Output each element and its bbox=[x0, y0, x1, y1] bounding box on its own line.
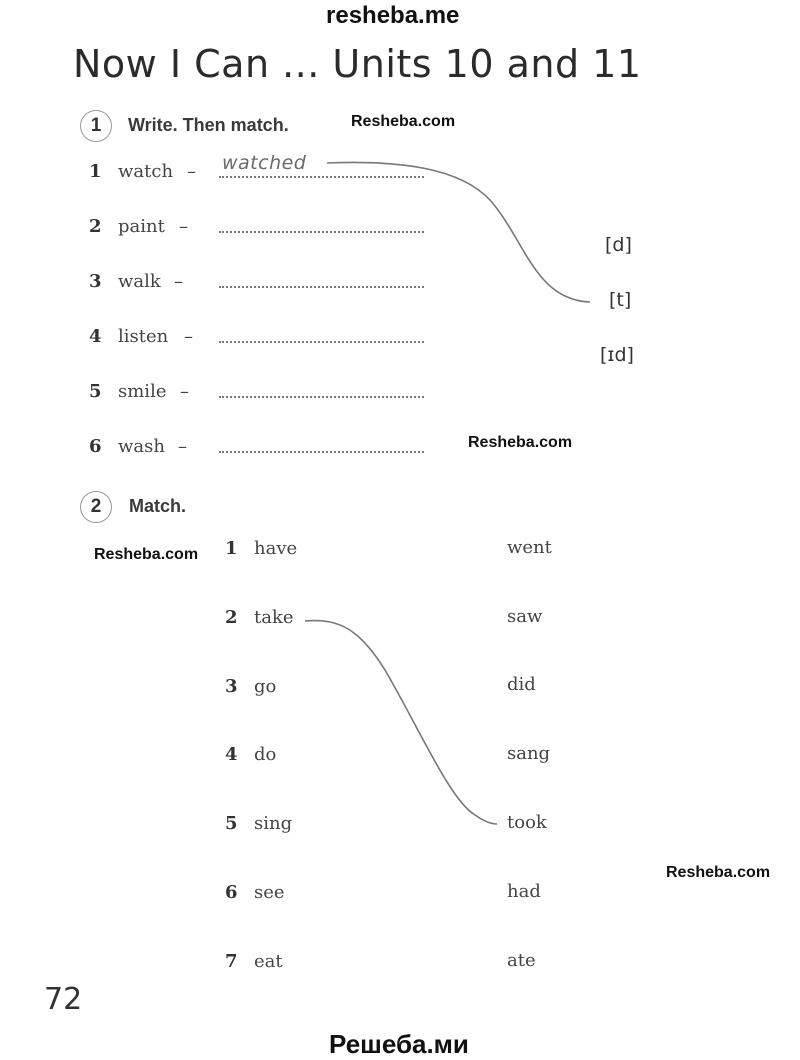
page-title: Now I Can ... Units 10 and 11 bbox=[73, 42, 642, 86]
ex2-right-word[interactable]: ate bbox=[507, 950, 536, 971]
ex2-left-word[interactable]: see bbox=[254, 882, 285, 903]
exercise-1-instruction: Write. Then match. bbox=[128, 115, 289, 135]
ex2-left-word[interactable]: go bbox=[254, 676, 277, 697]
ex1-item-dash: – bbox=[184, 326, 193, 347]
ex1-answer-line[interactable] bbox=[219, 451, 424, 453]
ex1-answer-line[interactable] bbox=[219, 231, 424, 233]
sound-option-d[interactable]: [d] bbox=[605, 234, 632, 256]
ex2-left-number: 6 bbox=[225, 882, 238, 903]
sound-option-t[interactable]: [t] bbox=[609, 289, 632, 311]
ex1-answer-line[interactable] bbox=[219, 286, 424, 288]
exercise-1-number: 1 bbox=[80, 110, 112, 142]
watermark-stamp: Resheba.com bbox=[468, 434, 573, 451]
ex1-item-dash: – bbox=[187, 161, 196, 182]
ex1-item-number: 3 bbox=[89, 271, 102, 292]
ex1-item-number: 6 bbox=[89, 436, 102, 457]
ex1-answer-line[interactable] bbox=[219, 396, 424, 398]
ex2-left-number: 4 bbox=[225, 744, 238, 765]
ex1-item-number: 1 bbox=[89, 161, 102, 182]
ex2-left-word[interactable]: sing bbox=[254, 813, 293, 834]
ex1-item-word: watch bbox=[118, 161, 174, 182]
ex2-left-number: 3 bbox=[225, 676, 238, 697]
ex1-item-dash: – bbox=[174, 271, 183, 292]
sound-option-id[interactable]: [ɪd] bbox=[600, 344, 634, 366]
ex1-answer-line[interactable] bbox=[219, 176, 424, 178]
ex2-left-word[interactable]: do bbox=[254, 744, 277, 765]
watermark-stamp: Resheba.com bbox=[94, 546, 199, 563]
match-line-take-took bbox=[305, 621, 497, 824]
ex1-item-number: 5 bbox=[89, 381, 102, 402]
watermark-stamp: Resheba.com bbox=[351, 113, 456, 130]
ex1-answer-line[interactable] bbox=[219, 341, 424, 343]
ex2-right-word[interactable]: had bbox=[507, 881, 541, 902]
ex2-left-word[interactable]: take bbox=[254, 607, 294, 628]
ex2-left-number: 7 bbox=[225, 951, 238, 972]
watermark-bottom: Решеба.ми bbox=[329, 1029, 469, 1059]
ex2-right-word[interactable]: saw bbox=[507, 606, 543, 627]
exercise-2-number: 2 bbox=[80, 491, 112, 523]
ex2-right-word[interactable]: took bbox=[507, 812, 547, 833]
ex1-item-word: wash bbox=[118, 436, 165, 457]
ex2-right-word[interactable]: did bbox=[507, 674, 536, 695]
ex1-item-number: 4 bbox=[89, 326, 102, 347]
ex2-left-word[interactable]: eat bbox=[254, 951, 283, 972]
ex1-item-number: 2 bbox=[89, 216, 102, 237]
ex2-left-number: 5 bbox=[225, 813, 238, 834]
ex1-item-dash: – bbox=[179, 216, 188, 237]
ex1-item-word: listen bbox=[118, 326, 169, 347]
watermark-top: resheba.me bbox=[326, 2, 460, 29]
ex1-item-word: walk bbox=[118, 271, 161, 292]
ex1-item-word: smile bbox=[118, 381, 167, 402]
page-number: 72 bbox=[44, 982, 83, 1017]
exercise-2-instruction: Match. bbox=[129, 496, 187, 516]
ex1-item-dash: – bbox=[180, 381, 189, 402]
ex1-item-dash: – bbox=[178, 436, 187, 457]
watermark-stamp: Resheba.com bbox=[666, 864, 771, 881]
ex2-right-word[interactable]: went bbox=[507, 537, 552, 558]
ex2-right-word[interactable]: sang bbox=[507, 743, 551, 764]
ex2-left-number: 2 bbox=[225, 607, 238, 628]
ex1-answer-text: watched bbox=[222, 152, 307, 174]
ex2-left-number: 1 bbox=[225, 538, 238, 559]
ex1-item-word: paint bbox=[118, 216, 165, 237]
ex2-left-word[interactable]: have bbox=[254, 538, 298, 559]
